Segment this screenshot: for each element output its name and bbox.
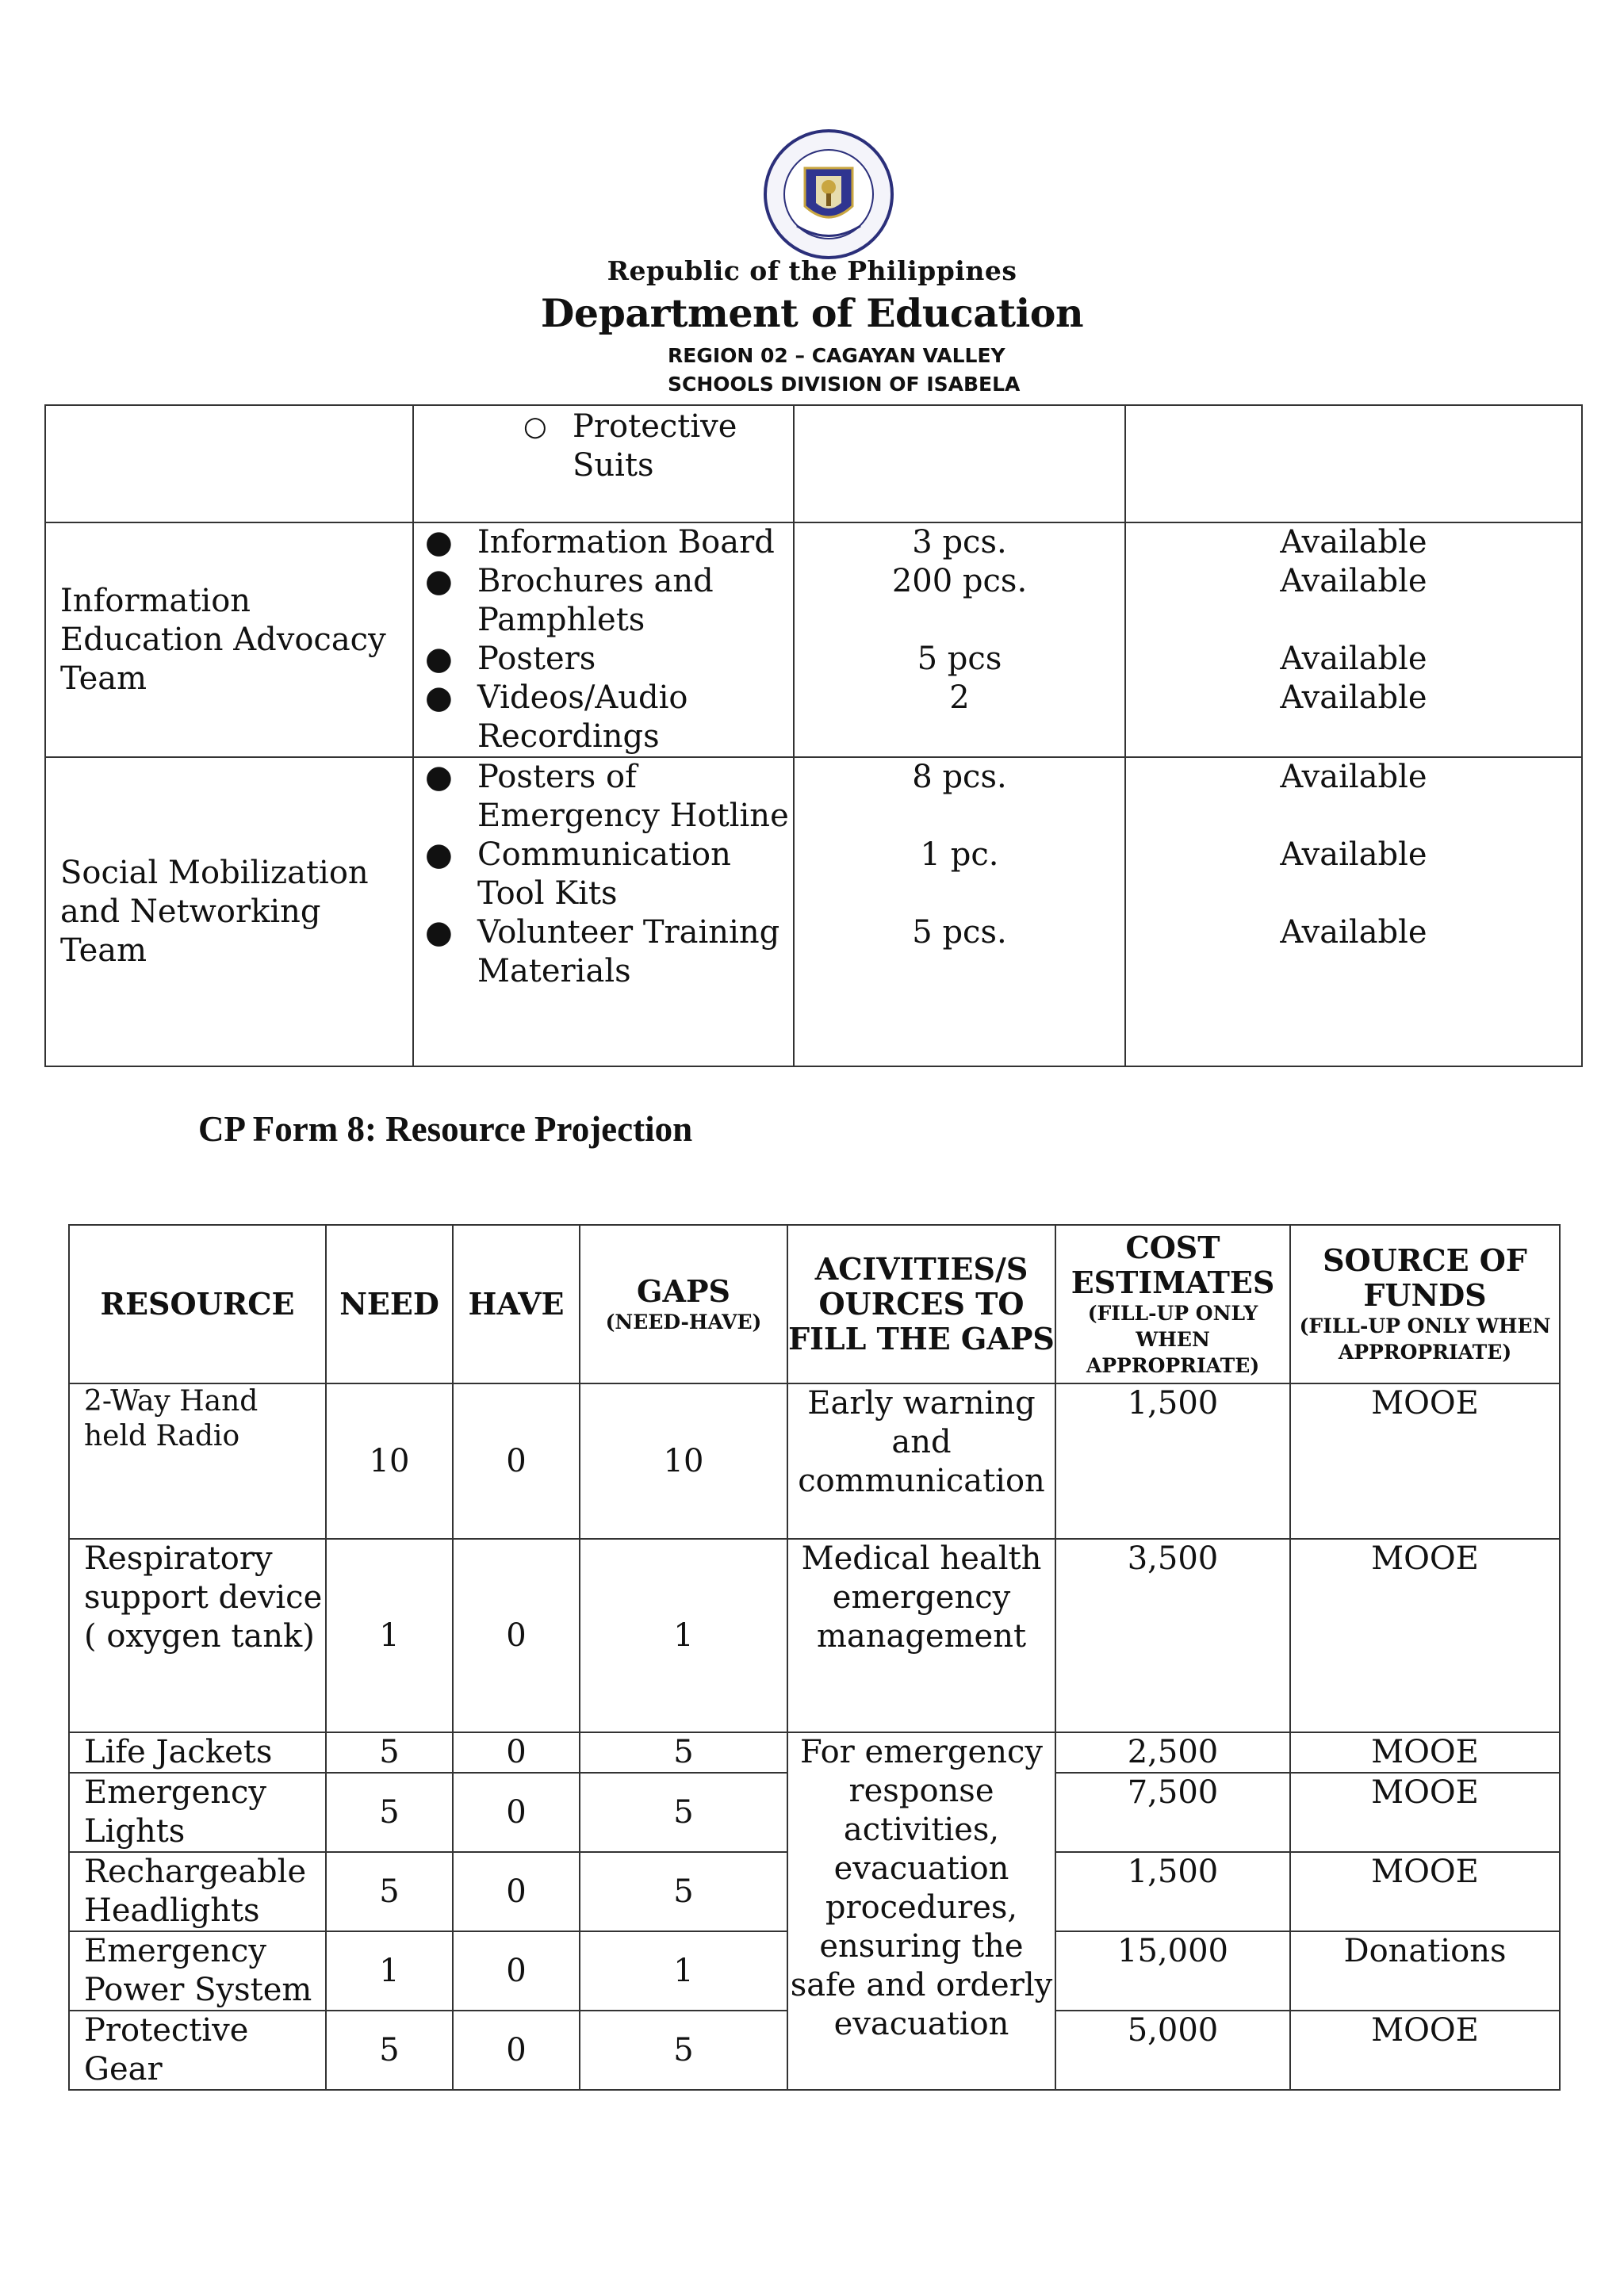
have-cell: 0	[453, 1852, 580, 1931]
source-cell: MOOE	[1290, 2011, 1560, 2090]
qty-cell	[794, 757, 1125, 1066]
circle-bullet-icon: ○	[523, 411, 547, 442]
status-value: Available	[1280, 914, 1427, 951]
table-row	[69, 1539, 1560, 1732]
qty-cell	[794, 522, 1125, 757]
bullet-icon: ●	[425, 914, 453, 951]
source-label: SOURCE OF FUNDS	[1323, 1242, 1527, 1313]
col-header-resource: RESOURCE	[69, 1225, 326, 1383]
cost-cell: 1,500	[1055, 1852, 1290, 1931]
gaps-sublabel: (NEED-HAVE)	[605, 1310, 762, 1334]
gaps-cell: 5	[580, 2011, 787, 2090]
status-cell	[1125, 405, 1582, 522]
bullet-icon: ●	[425, 679, 453, 716]
table-row	[45, 522, 1582, 757]
item-label: Posters of Emergency Hotline	[477, 759, 789, 834]
list-item	[414, 406, 793, 485]
resource-cell: Protective Gear	[69, 2011, 326, 2090]
activity-cell: Early warning and communication	[787, 1383, 1055, 1539]
gaps-cell: 5	[580, 1852, 787, 1931]
status-value: Available	[1280, 759, 1427, 795]
col-header-cost	[1055, 1225, 1290, 1383]
cost-sublabel: (FILL-UP ONLY WHEN APPROPRIATE)	[1086, 1301, 1260, 1377]
gaps-label: GAPS	[637, 1272, 730, 1309]
cost-cell: 3,500	[1055, 1539, 1290, 1732]
header-department: Department of Education	[540, 290, 1084, 336]
form-title: CP Form 8: Resource Projection	[198, 1109, 693, 1149]
items-cell	[413, 522, 794, 757]
list-item	[414, 523, 793, 562]
item-label: Brochures and Pamphlets	[477, 563, 714, 638]
list-item	[414, 562, 793, 640]
bullet-icon: ●	[425, 641, 453, 677]
cost-cell: 15,000	[1055, 1931, 1290, 2011]
col-header-source	[1290, 1225, 1560, 1383]
resource-cell: 2-Way Hand held Radio	[69, 1383, 326, 1539]
bullet-icon: ●	[425, 524, 453, 561]
list-item	[414, 640, 793, 679]
have-cell: 0	[453, 1383, 580, 1539]
gaps-cell: 5	[580, 1773, 787, 1852]
status-value: Available	[1280, 641, 1427, 677]
resource-projection-table	[68, 1224, 1561, 2091]
table-row	[45, 405, 1582, 522]
source-cell: MOOE	[1290, 1732, 1560, 1773]
items-cell	[413, 405, 794, 522]
list-item	[414, 913, 793, 991]
list-item	[414, 679, 793, 756]
resource-cell: Rechargeable Headlights	[69, 1852, 326, 1931]
resource-cell: Respiratory support device ( oxygen tank)	[69, 1539, 326, 1732]
have-cell: 0	[453, 1732, 580, 1773]
qty-cell	[794, 405, 1125, 522]
need-cell: 1	[326, 1539, 453, 1732]
qty-value: 8 pcs.	[912, 759, 1007, 795]
resource-cell: Emergency Power System	[69, 1931, 326, 2011]
cost-cell: 7,500	[1055, 1773, 1290, 1852]
need-cell: 1	[326, 1931, 453, 2011]
status-value: Available	[1280, 679, 1427, 716]
col-header-have: HAVE	[453, 1225, 580, 1383]
qty-value: 1 pc.	[920, 836, 999, 873]
item-label: Information Board	[477, 524, 775, 561]
col-header-activities: ACIVITIES/S OURCES TO FILL THE GAPS	[787, 1225, 1055, 1383]
team-cell: Information Education Advocacy Team	[45, 522, 413, 757]
qty-value: 3 pcs.	[912, 524, 1007, 561]
qty-value: 5 pcs.	[912, 914, 1007, 951]
col-header-need: NEED	[326, 1225, 453, 1383]
source-cell: MOOE	[1290, 1539, 1560, 1732]
need-cell: 5	[326, 2011, 453, 2090]
cost-label: COST ESTIMATES	[1071, 1229, 1275, 1300]
status-cell	[1125, 757, 1582, 1066]
item-label: Volunteer Training Materials	[477, 914, 780, 989]
bullet-icon: ●	[425, 759, 453, 795]
status-cell	[1125, 522, 1582, 757]
resource-inventory-table	[44, 404, 1583, 1067]
source-cell: MOOE	[1290, 1852, 1560, 1931]
bullet-icon: ●	[425, 836, 453, 873]
header-row	[69, 1225, 1560, 1383]
need-cell: 5	[326, 1773, 453, 1852]
source-cell: MOOE	[1290, 1383, 1560, 1539]
gaps-cell: 1	[580, 1931, 787, 2011]
need-cell: 5	[326, 1732, 453, 1773]
need-cell: 10	[326, 1383, 453, 1539]
have-cell: 0	[453, 2011, 580, 2090]
have-cell: 0	[453, 1773, 580, 1852]
have-cell: 0	[453, 1539, 580, 1732]
header-region: REGION 02 – CAGAYAN VALLEY	[668, 344, 1005, 367]
item-label: Posters	[477, 641, 596, 677]
col-header-gaps	[580, 1225, 787, 1383]
list-item	[414, 758, 793, 836]
gaps-cell: 10	[580, 1383, 787, 1539]
item-label: Protective Suits	[573, 408, 737, 484]
qty-value: 5 pcs	[917, 641, 1002, 677]
qty-value: 2	[949, 679, 970, 716]
source-sublabel: (FILL-UP ONLY WHEN APPROPRIATE)	[1299, 1314, 1551, 1364]
team-cell	[45, 405, 413, 522]
team-cell: Social Mobilization and Networking Team	[45, 757, 413, 1066]
cost-cell: 1,500	[1055, 1383, 1290, 1539]
list-item	[414, 836, 793, 913]
need-cell: 5	[326, 1852, 453, 1931]
deped-seal-logo	[749, 127, 908, 262]
activity-cell: Medical health emergency management	[787, 1539, 1055, 1732]
resource-cell: Emergency Lights	[69, 1773, 326, 1852]
source-cell: Donations	[1290, 1931, 1560, 2011]
status-value: Available	[1280, 563, 1427, 599]
item-label: Videos/Audio Recordings	[477, 679, 688, 755]
status-value: Available	[1280, 524, 1427, 561]
item-label: Communication Tool Kits	[477, 836, 731, 912]
table-row	[45, 757, 1582, 1066]
header-republic: Republic of the Philippines	[607, 255, 1017, 286]
cost-cell: 5,000	[1055, 2011, 1290, 2090]
resource-cell: Life Jackets	[69, 1732, 326, 1773]
status-value: Available	[1280, 836, 1427, 873]
activity-cell: For emergency response activities, evacuation procedures, ensuring the safe and orderly evacuation	[787, 1732, 1055, 2090]
bullet-icon: ●	[425, 563, 453, 599]
gaps-cell: 5	[580, 1732, 787, 1773]
items-cell	[413, 757, 794, 1066]
qty-value: 200 pcs.	[891, 563, 1028, 599]
have-cell: 0	[453, 1931, 580, 2011]
cost-cell: 2,500	[1055, 1732, 1290, 1773]
header-division: SCHOOLS DIVISION OF ISABELA	[668, 373, 1021, 396]
gaps-cell: 1	[580, 1539, 787, 1732]
table-row	[69, 1732, 1560, 1773]
source-cell: MOOE	[1290, 1773, 1560, 1852]
table-row	[69, 1383, 1560, 1539]
